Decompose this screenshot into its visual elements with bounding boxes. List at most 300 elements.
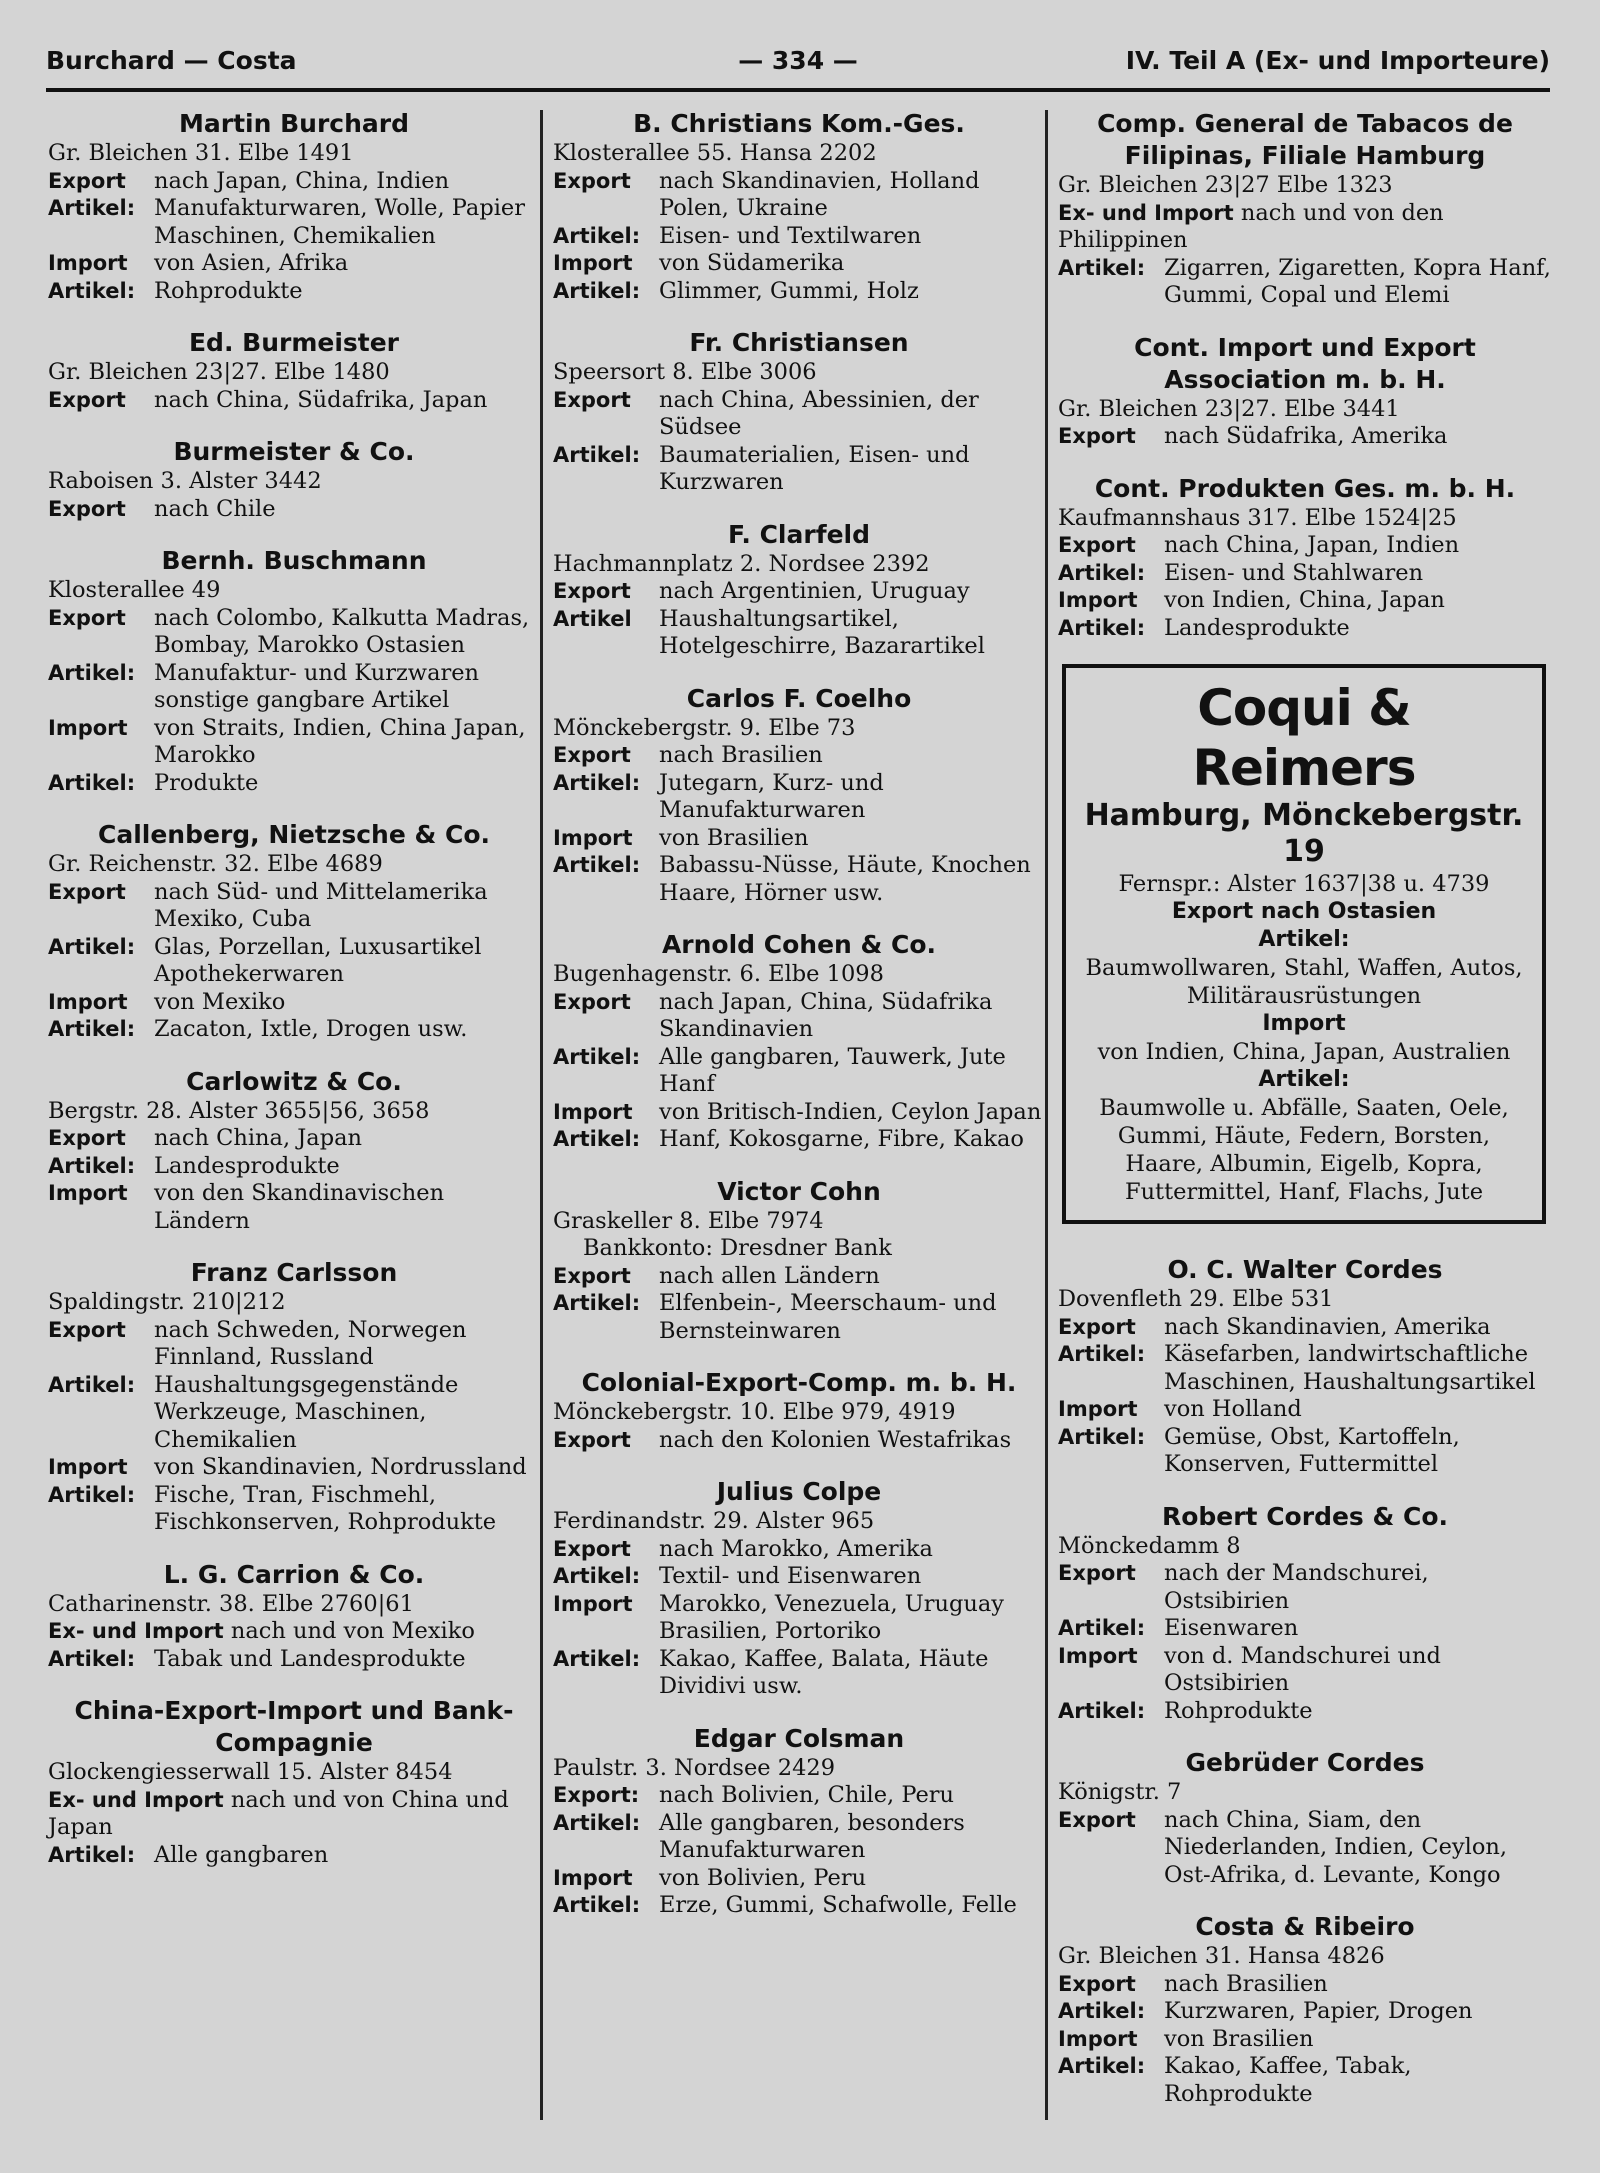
entry-line — [48, 1016, 540, 1044]
entry-line — [1058, 1424, 1552, 1479]
entry-label: Export — [1058, 533, 1136, 557]
entry-line — [48, 387, 540, 415]
entry-line — [48, 1787, 540, 1842]
ad-import-label: Import — [1262, 1011, 1346, 1036]
entry-text: Elfenbein-, Meerschaum- und Bernsteinwaren — [659, 1290, 997, 1344]
column-2 — [553, 108, 1045, 1942]
company-name: Carlos F. Coelho — [686, 683, 912, 713]
entry-line — [553, 223, 1045, 251]
entry-label: Artikel: — [553, 278, 641, 303]
entry-label: Artikel: — [553, 1564, 641, 1588]
company-address: Gr. Reichenstr. 32. Elbe 4689 — [48, 851, 383, 877]
entry-label: Artikel: — [1058, 2054, 1146, 2078]
entry-label: Export — [553, 1427, 631, 1452]
entry-text: von Straits, Indien, China Japan, Marokko — [154, 714, 526, 768]
entry-label: Artikel: — [1058, 1342, 1146, 1366]
entry-label: Export — [553, 743, 631, 767]
entry-line — [48, 879, 540, 934]
entry-text: nach Chile — [154, 495, 276, 522]
entry-text: Landesprodukte — [1164, 614, 1350, 641]
entry-text: Manufaktur- und Kurzwaren sonstige gangbare Artikel — [154, 659, 480, 713]
entry-label: Import — [553, 251, 633, 275]
entry-text: Rohprodukte — [1164, 1697, 1313, 1724]
entry-label: Export — [48, 605, 126, 630]
company-name: B. Christians Kom.-Ges. — [633, 109, 965, 138]
entry-line — [553, 1126, 1045, 1154]
entry-label: Import — [553, 825, 633, 850]
company-address: Speersort 8. Elbe 3006 — [553, 359, 817, 385]
entry-text: nach Südafrika, Amerika — [1164, 423, 1448, 449]
entry-line — [553, 1290, 1045, 1345]
company-address: Klosterallee 55. Hansa 2202 — [553, 140, 877, 166]
entry-line — [553, 1892, 1045, 1920]
ad-artikel1-label: Artikel: — [1258, 927, 1350, 952]
entry-text: nach China, Siam, den Niederlanden, Indien, Ceylon, Ost-Afrika, d. Levante, Kongo — [1164, 1806, 1508, 1888]
entry-label: Artikel: — [1058, 1424, 1146, 1449]
entry-text: von Südamerika — [659, 250, 845, 276]
entry-line — [553, 989, 1045, 1044]
entry-label: Export — [48, 387, 126, 412]
entry-line — [553, 1536, 1045, 1564]
entry-text: Kakao, Kaffee, Balata, Häute Dividivi usw. — [659, 1645, 989, 1699]
entry-text: Glas, Porzellan, Luxusartikel Apothekerwaren — [154, 933, 482, 987]
entry-label: Artikel: — [1058, 1999, 1146, 2023]
company-address: Kaufmannshaus 317. Elbe 1524|25 — [1058, 504, 1457, 531]
entry-text: von Britisch-Indien, Ceylon Japan — [659, 1098, 1042, 1125]
column-3-bottom — [1058, 1254, 1552, 2108]
entry-label: Import — [1058, 2026, 1138, 2051]
entry-line — [553, 742, 1045, 770]
company-address: Paulstr. 3. Nordsee 2429 — [553, 1754, 836, 1781]
entry-line — [553, 278, 1045, 306]
entry-line — [553, 168, 1045, 223]
entry-label: Ex- und Import — [1058, 200, 1234, 225]
company-name: Comp. General de Tabacos de Filipinas, Filiale Hamburg — [1097, 109, 1513, 170]
company-name: Fr. Christiansen — [689, 328, 909, 357]
entry-label: Artikel: — [48, 660, 136, 685]
company-name: Franz Carlsson — [190, 1258, 398, 1287]
entry-text: von den Skandinavischen Ländern — [154, 1180, 445, 1234]
entry-label: Artikel: — [48, 770, 136, 795]
entry-line — [1058, 1560, 1552, 1615]
entry-text: Tabak und Landesprodukte — [154, 1645, 466, 1672]
entry-line — [48, 1372, 540, 1455]
entry-label: Artikel: — [553, 1127, 641, 1151]
entry-label: Artikel: — [48, 278, 136, 303]
directory-entry — [1058, 1911, 1552, 2108]
entry-line — [553, 852, 1045, 907]
entry-text: von Skandinavien, Nordrussland — [154, 1454, 527, 1480]
entry-label: Artikel: — [48, 1372, 136, 1397]
entry-text: von d. Mandschurei und Ostsibirien — [1164, 1642, 1441, 1696]
entry-text: Gemüse, Obst, Kartoffeln, Konserven, Futtermittel — [1164, 1423, 1460, 1477]
company-address: Mönckebergstr. 9. Elbe 73 — [553, 714, 856, 741]
entry-text: Zacaton, Ixtle, Drogen usw. — [154, 1016, 468, 1042]
entry-label: Artikel: — [1058, 560, 1146, 585]
advertisement-box — [1062, 664, 1546, 1224]
company-address: Klosterallee 49 — [48, 577, 221, 603]
company-name: Edgar Colsman — [693, 1723, 905, 1753]
entry-text: Zigarren, Zigaretten, Kopra Hanf, Gummi, Copal und Elemi — [1164, 254, 1551, 308]
entry-label: Export — [48, 496, 126, 521]
entry-label: Ex- und Import — [48, 1787, 224, 1812]
directory-entry — [48, 108, 540, 305]
entry-line — [48, 195, 540, 250]
company-address: Mönckedamm 8 — [1058, 1532, 1241, 1559]
company-name: Colonial-Export-Comp. m. b. H. — [581, 1368, 1017, 1397]
directory-entry — [553, 1723, 1045, 1920]
entry-text: von Mexiko — [154, 988, 286, 1015]
directory-entry — [48, 436, 540, 523]
company-address: Catharinenstr. 38. Elbe 2760|61 — [48, 1590, 414, 1617]
entry-label: Export — [553, 1536, 631, 1561]
entry-label: Import — [48, 1455, 128, 1479]
entry-line — [48, 1842, 540, 1870]
entry-line — [48, 934, 540, 989]
entry-line — [1058, 587, 1552, 615]
entry-label: Import — [553, 1591, 633, 1616]
entry-text: Haushaltungsartikel, Hotelgeschirre, Bazarartikel — [659, 605, 985, 659]
ad-artikel1: Baumwollwaren, Stahl, Waffen, Autos, Militärausrüstungen — [1085, 955, 1523, 1009]
column-1 — [48, 108, 540, 1891]
entry-line — [48, 605, 540, 660]
entry-label: Import — [48, 989, 128, 1014]
directory-entry — [1058, 332, 1552, 451]
company-address: Gr. Bleichen 23|27 Elbe 1323 — [1058, 172, 1393, 198]
column-3-top — [1058, 108, 1552, 642]
entry-line — [48, 250, 540, 278]
company-address: Glockengiesserwall 15. Alster 8454 — [48, 1759, 453, 1785]
directory-entry — [1058, 108, 1552, 310]
entry-line — [1058, 1314, 1552, 1342]
entry-label: Export — [1058, 1971, 1136, 1996]
entry-line — [1058, 1643, 1552, 1698]
company-address: Bugenhagenstr. 6. Elbe 1098 — [553, 961, 884, 987]
entry-line — [553, 1782, 1045, 1810]
entry-text: Glimmer, Gummi, Holz — [659, 277, 919, 304]
entry-line — [1058, 1698, 1552, 1726]
entry-text: Kakao, Kaffee, Tabak, Rohprodukte — [1164, 2053, 1412, 2107]
entry-label: Import — [553, 1099, 633, 1124]
entry-label: Artikel: — [48, 1842, 136, 1867]
entry-text: von Brasilien — [1164, 2025, 1314, 2052]
company-address: Spaldingstr. 210|212 — [48, 1289, 286, 1315]
entry-text: Fische, Tran, Fischmehl, Fischkonserven, Rohprodukte — [154, 1481, 497, 1535]
company-name: O. C. Walter Cordes — [1167, 1255, 1443, 1284]
company-name: Ed. Burmeister — [188, 328, 400, 357]
company-name: Costa & Ribeiro — [1195, 1912, 1415, 1941]
company-address: Königstr. 7 — [1058, 1779, 1182, 1805]
entry-label: Import — [1058, 1397, 1138, 1421]
directory-entry — [48, 819, 540, 1044]
entry-label: Import — [48, 251, 128, 275]
entry-line — [48, 1482, 540, 1537]
entry-label: Export — [1058, 1807, 1136, 1832]
entry-label: Export — [48, 1126, 126, 1150]
company-name: Cont. Produkten Ges. m. b. H. — [1094, 473, 1516, 503]
company-name: F. Clarfeld — [727, 519, 871, 549]
ad-phone: Fernspr.: Alster 1637|38 u. 4739 — [1118, 871, 1490, 897]
entry-line — [1058, 1396, 1552, 1424]
entry-text: nach China, Japan — [154, 1125, 363, 1151]
entry-label: Artikel: — [553, 442, 641, 467]
company-name: Arnold Cohen & Co. — [661, 930, 937, 959]
page-number: — 334 — — [738, 46, 858, 75]
company-address: Gr. Bleichen 31. Elbe 1491 — [48, 140, 354, 166]
directory-entry — [48, 1695, 540, 1869]
column-3 — [1058, 108, 1552, 2130]
entry-line — [48, 278, 540, 306]
directory-entry — [48, 1066, 540, 1236]
entry-text: Manufakturwaren, Wolle, Papier Maschinen, Chemikalien — [154, 195, 526, 249]
entry-line — [1058, 1615, 1552, 1643]
company-address: Bergstr. 28. Alster 3655|56, 3658 — [48, 1097, 430, 1124]
company-address: Hachmannplatz 2. Nordsee 2392 — [553, 550, 930, 577]
entry-label: Export — [553, 579, 631, 603]
entry-line — [48, 1180, 540, 1235]
entry-text: Landesprodukte — [154, 1152, 340, 1179]
entry-line — [553, 1044, 1045, 1099]
entry-line — [553, 1263, 1045, 1291]
entry-text: nach Skandinavien, Amerika — [1164, 1313, 1491, 1340]
entry-line — [553, 1646, 1045, 1701]
entry-text: Alle gangbaren, Tauwerk, Jute Hanf — [659, 1043, 1006, 1097]
entry-line — [1058, 1341, 1552, 1396]
entry-text: Erze, Gummi, Schafwolle, Felle — [659, 1892, 1017, 1918]
ad-import: von Indien, China, Japan, Australien — [1097, 1039, 1511, 1065]
entry-text: nach Argentinien, Uruguay — [659, 578, 970, 604]
entry-label: Import — [48, 1181, 128, 1205]
entry-label: Import — [553, 1865, 633, 1890]
entry-line — [1058, 423, 1552, 451]
entry-label: Artikel: — [553, 223, 641, 248]
entry-text: Eisen- und Textilwaren — [659, 222, 922, 249]
entry-label: Artikel: — [48, 934, 136, 959]
entry-text: Babassu-Nüsse, Häute, Knochen Haare, Hörner usw. — [659, 852, 1031, 906]
entry-text: Marokko, Venezuela, Uruguay Brasilien, Portoriko — [659, 1590, 1004, 1644]
ad-artikel2: Baumwolle u. Abfälle, Saaten, Oele, Gummi, Häute, Federn, Borsten, Haare, Albumin, Eigelb, Kopra, Futtermittel, Hanf, Flachs, Jute — [1099, 1095, 1509, 1205]
entry-text: nach der Mandschurei, Ostsibirien — [1164, 1560, 1429, 1614]
header-left: Burchard — Costa — [46, 46, 297, 75]
entry-text: nach und von Mexiko — [230, 1618, 475, 1644]
entry-text: nach Schweden, Norwegen Finnland, Russland — [154, 1316, 467, 1370]
entry-label: Export — [553, 1263, 631, 1288]
directory-entry — [1058, 1747, 1552, 1889]
entry-label: Export — [553, 387, 631, 412]
entry-text: Baumaterialien, Eisen- und Kurzwaren — [659, 441, 970, 495]
entry-text: nach Bolivien, Chile, Peru — [659, 1782, 955, 1808]
entry-label: Artikel: — [553, 1893, 641, 1917]
entry-text: nach Skandinavien, Holland Polen, Ukraine — [659, 167, 980, 221]
company-name: Bernh. Buschmann — [161, 546, 427, 575]
entry-text: nach China, Japan, Indien — [1164, 532, 1460, 558]
company-address: Gr. Bleichen 23|27. Elbe 3441 — [1058, 395, 1400, 422]
company-name: Martin Burchard — [179, 109, 409, 138]
directory-entry — [1058, 473, 1552, 643]
page-header — [46, 46, 1550, 86]
entry-line — [553, 442, 1045, 497]
entry-text: Rohprodukte — [154, 277, 303, 304]
column-divider — [1045, 110, 1048, 2120]
directory-entry — [48, 545, 540, 797]
entry-label: Export — [48, 168, 126, 193]
entry-line — [1058, 255, 1552, 310]
entry-label: Export — [48, 879, 126, 904]
entry-line — [553, 1099, 1045, 1127]
entry-line — [1058, 560, 1552, 588]
entry-label: Artikel: — [553, 770, 641, 795]
entry-text: nach und von China und Japan — [48, 1786, 509, 1840]
entry-line — [553, 387, 1045, 442]
company-name: Gebrüder Cordes — [1185, 1748, 1425, 1777]
entry-line — [1058, 2053, 1552, 2108]
entry-label: Import — [1058, 588, 1138, 612]
entry-line — [48, 1317, 540, 1372]
entry-line — [553, 1427, 1045, 1455]
column-divider — [540, 110, 543, 2120]
entry-line — [1058, 1971, 1552, 1999]
entry-text: nach China, Abessinien, der Südsee — [659, 386, 979, 440]
entry-label: Export — [1058, 1314, 1136, 1339]
directory-entry — [553, 108, 1045, 305]
entry-label: Export — [1058, 1561, 1136, 1585]
entry-line — [48, 1153, 540, 1181]
entry-line — [48, 1454, 540, 1482]
entry-line — [48, 770, 540, 798]
entry-line — [1058, 1998, 1552, 2026]
entry-text: nach allen Ländern — [659, 1262, 880, 1289]
company-name: Robert Cordes & Co. — [1161, 1501, 1449, 1531]
entry-line — [553, 825, 1045, 853]
entry-text: Alle gangbaren, besonders Manufakturwaren — [659, 1809, 965, 1863]
entry-label: Import — [48, 715, 128, 740]
company-address: Dovenfleth 29. Elbe 531 — [1058, 1286, 1334, 1312]
entry-text: von Holland — [1164, 1396, 1302, 1422]
bank-account: Bankkonto: Dresdner Bank — [583, 1235, 892, 1261]
directory-entry — [553, 683, 1045, 908]
entry-text: von Indien, China, Japan — [1164, 587, 1445, 613]
entry-text: Haushaltungsgegenstände Werkzeuge, Maschinen, Chemikalien — [154, 1371, 459, 1453]
directory-entry — [553, 1367, 1045, 1454]
directory-entry — [553, 929, 1045, 1154]
entry-label: Artikel: — [553, 853, 641, 877]
entry-line — [48, 660, 540, 715]
entry-label: Artikel — [553, 606, 632, 631]
entry-text: nach Süd- und Mittelamerika Mexiko, Cuba — [154, 878, 488, 932]
directory-entry — [48, 1559, 540, 1674]
entry-line — [48, 1646, 540, 1674]
entry-text: nach Brasilien — [659, 742, 823, 768]
entry-text: nach Colombo, Kalkutta Madras, Bombay, Marokko Ostasien — [154, 604, 530, 658]
entry-label: Artikel: — [553, 1291, 641, 1315]
company-address: Graskeller 8. Elbe 7974 — [553, 1207, 824, 1234]
entry-line — [1058, 2026, 1552, 2054]
company-name: Callenberg, Nietzsche & Co. — [97, 820, 491, 849]
entry-line — [1058, 615, 1552, 643]
entry-line — [48, 1618, 540, 1646]
company-name: L. G. Carrion & Co. — [163, 1559, 425, 1589]
entry-text: Kurzwaren, Papier, Drogen — [1164, 1998, 1473, 2024]
entry-label: Export — [553, 989, 631, 1014]
directory-entry — [553, 327, 1045, 497]
directory-entry — [553, 1476, 1045, 1701]
entry-line — [48, 715, 540, 770]
entry-line — [553, 1865, 1045, 1893]
entry-line — [553, 770, 1045, 825]
entry-text: von Asien, Afrika — [154, 250, 349, 276]
entry-line — [1058, 532, 1552, 560]
entry-line — [553, 606, 1045, 661]
entry-text: Produkte — [154, 769, 259, 796]
ad-brand: Coqui & Reimers — [1192, 679, 1416, 797]
entry-text: nach Japan, China, Indien — [154, 167, 450, 194]
company-address: Raboisen 3. Alster 3442 — [48, 468, 322, 494]
company-address: Ferdinandstr. 29. Alster 965 — [553, 1508, 875, 1534]
entry-label: Artikel: — [48, 1646, 136, 1671]
entry-text: nach Japan, China, Südafrika Skandinavien — [659, 988, 993, 1042]
directory-entry — [48, 327, 540, 414]
directory-entry — [1058, 1501, 1552, 1726]
entry-label: Import — [1058, 1643, 1138, 1668]
company-name: Victor Cohn — [717, 1176, 881, 1206]
entry-label: Artikel: — [48, 1153, 136, 1178]
entry-text: von Brasilien — [659, 824, 809, 851]
entry-text: nach Marokko, Amerika — [659, 1535, 933, 1562]
entry-label: Ex- und Import — [48, 1619, 224, 1643]
entry-label: Artikel: — [1058, 615, 1146, 640]
entry-text: nach den Kolonien Westafrikas — [659, 1426, 1012, 1453]
directory-entry — [48, 1257, 540, 1537]
entry-label: Artikel: — [553, 1044, 641, 1069]
entry-label: Artikel: — [553, 1810, 641, 1835]
company-name: China-Export-Import und Bank-Compagnie — [74, 1696, 514, 1757]
entry-line — [48, 496, 540, 524]
entry-label: Artikel: — [1058, 1616, 1146, 1640]
entry-label: Artikel: — [48, 196, 136, 220]
entry-text: Eisen- und Stahlwaren — [1164, 559, 1424, 586]
header-rule — [46, 88, 1550, 92]
entry-text: nach und von den Philippinen — [1058, 199, 1444, 253]
company-name: Carlowitz & Co. — [186, 1066, 402, 1096]
entry-text: Hanf, Kokosgarne, Fibre, Kakao — [659, 1126, 1024, 1152]
entry-label: Export — [48, 1317, 126, 1342]
company-name: Burmeister & Co. — [173, 437, 415, 466]
entry-text: nach Brasilien — [1164, 1970, 1328, 1997]
entry-line — [48, 989, 540, 1017]
header-right: IV. Teil A (Ex- und Importeure) — [1125, 46, 1550, 75]
ad-export: Export nach Ostasien — [1171, 899, 1437, 924]
company-address: Gr. Bleichen 31. Hansa 4826 — [1058, 1943, 1385, 1969]
entry-line — [48, 168, 540, 196]
entry-text: Alle gangbaren — [154, 1841, 329, 1868]
entry-text: Eisenwaren — [1164, 1615, 1299, 1641]
ad-artikel2-label: Artikel: — [1258, 1067, 1350, 1092]
entry-label: Export — [1058, 424, 1136, 448]
entry-line — [553, 578, 1045, 606]
entry-text: Textil- und Eisenwaren — [659, 1563, 922, 1589]
entry-text: Jutegarn, Kurz- und Manufakturwaren — [659, 769, 884, 823]
company-name: Julius Colpe — [716, 1477, 882, 1506]
entry-line — [1058, 1807, 1552, 1890]
directory-entry — [1058, 1254, 1552, 1479]
entry-label: Export: — [553, 1783, 640, 1807]
entry-line — [553, 250, 1045, 278]
company-name: Cont. Import und Export Association m. b. H. — [1134, 332, 1476, 394]
company-address: Gr. Bleichen 23|27. Elbe 1480 — [48, 359, 390, 385]
entry-label: Artikel: — [48, 1017, 136, 1041]
entry-label: Artikel: — [1058, 255, 1146, 280]
entry-line — [1058, 200, 1552, 255]
